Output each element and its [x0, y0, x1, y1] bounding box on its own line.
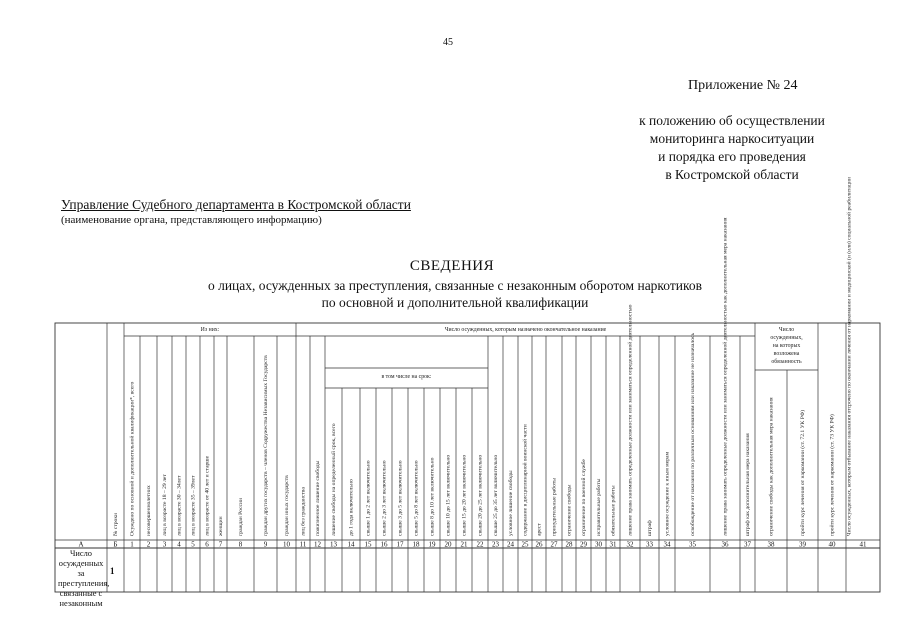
column-header: женщин: [217, 516, 224, 536]
code-cell: 39: [799, 540, 806, 549]
header-obliged-line: осужденных,: [770, 335, 803, 341]
column-header: граждан других государств – членов Содружества Независимых Государств: [262, 355, 269, 536]
column-header: свыше 25 до 35 лет включительно: [492, 454, 499, 536]
column-header: лишение свободы на определенный срок, всего: [330, 423, 337, 536]
column-header: лиц в возрасте 30 – 34лет: [176, 475, 183, 536]
code-cell: 12: [314, 540, 321, 549]
header-of-them: Из них:: [200, 327, 220, 333]
code-cell: 21: [460, 540, 468, 549]
column-header: свыше 20 до 25 лет включительно: [477, 454, 484, 536]
annex-title: Приложение № 24: [688, 78, 798, 93]
column-header: Осуждено по основной и дополнительной квалификации*, всего: [129, 381, 136, 536]
column-header: ограничение свободы как дополнительная мера наказания: [768, 397, 775, 536]
annex-line: к положению об осуществлении: [639, 113, 825, 128]
page-number: 45: [443, 37, 453, 48]
column-header: ограничение по военной службе: [580, 459, 587, 536]
code-cell: 8: [238, 540, 243, 549]
column-header: до 1 года включительно: [348, 479, 355, 536]
column-header: свыше 5 до 8 лет включительно: [413, 460, 420, 536]
code-cell: 41: [859, 540, 867, 549]
code-cell: 22: [476, 540, 484, 549]
report-subtitle-line: по основной и дополнительной квалификации: [321, 295, 589, 310]
code-cell: Б: [113, 540, 118, 549]
column-header: свыше 8 до 10 лет включительно: [429, 457, 436, 536]
code-cell: 27: [550, 540, 558, 549]
code-cell: 26: [535, 540, 543, 549]
column-header: арест: [536, 523, 543, 536]
code-cell: 17: [396, 540, 404, 549]
column-header: свыше 2 до 3 лет включительно: [381, 460, 388, 536]
code-cell: 35: [689, 540, 696, 549]
code-cell: 20: [444, 540, 452, 549]
code-cell: 24: [507, 540, 514, 549]
annex-line: и порядка его проведения: [658, 149, 806, 164]
organization-name: Управление Судебного департамента в Костромской области: [61, 197, 411, 212]
organization-caption: (наименование органа, представляющего информацию): [61, 214, 322, 226]
code-cell: 5: [191, 540, 195, 549]
code-cell: 25: [521, 540, 529, 549]
report-title: СВЕДЕНИЯ: [409, 258, 495, 274]
code-cell: 14: [347, 540, 355, 549]
column-header: лишение права занимать определенные должности или заниматься определенной деятельностью: [627, 304, 634, 536]
column-header: свыше 15 до 20 лет включительно: [461, 454, 468, 536]
code-cell: 23: [492, 540, 499, 549]
row-label: Число осужденных за преступления, связанные с незаконным: [58, 549, 110, 608]
code-cell: 36: [721, 540, 729, 549]
column-header: пожизненное лишение свободы: [314, 460, 321, 536]
code-cell: 32: [626, 540, 634, 549]
code-cell: 6: [205, 540, 209, 549]
code-cell: 16: [380, 540, 388, 549]
column-header: несовершеннолетних: [145, 485, 152, 536]
row-line-number: 1: [110, 566, 115, 576]
column-header: свыше 10 до 15 лет включительно: [445, 454, 452, 536]
annex-line: мониторинга наркоситуации: [649, 131, 815, 146]
column-header: пройти курс лечения от наркомании (ст. 73 УК РФ): [829, 414, 836, 536]
column-header: исправительные работы: [595, 478, 602, 536]
column-header: свыше 1 до 2 лет включительно: [365, 460, 372, 536]
table-frame: [55, 323, 880, 592]
code-cell: 38: [767, 540, 775, 549]
code-cell: 2: [146, 540, 151, 549]
header-obliged-line: на которых: [772, 343, 801, 349]
header-in-term: в том числе на срок:: [381, 374, 432, 380]
code-cell: 13: [330, 540, 337, 549]
code-cell: А: [78, 540, 84, 549]
code-cell: 37: [744, 540, 751, 549]
code-cell: 34: [663, 540, 671, 549]
column-header: освобождение от наказания по различным основаниям или наказание не назначалось: [689, 332, 696, 536]
header-postponed: Число осужденных, которым отбывание наказания отсрочено по окончании лечения от наркомании и медицинской (и (или) социальной реабилитации: [846, 177, 853, 536]
code-cell: 28: [565, 540, 573, 549]
column-header: штраф: [646, 520, 653, 536]
header-obliged-line: Число: [778, 327, 795, 333]
code-cell: 40: [828, 540, 836, 549]
code-cell: 18: [412, 540, 420, 549]
code-cell: 29: [580, 540, 587, 549]
column-header: лиц в возрасте от 40 лет и старше: [204, 455, 211, 536]
code-cell: 10: [283, 540, 290, 549]
column-header: № строки: [112, 512, 119, 536]
header-obliged-line: возложена: [773, 351, 800, 357]
column-header: принудительные работы: [551, 477, 558, 536]
column-header: граждан России: [237, 497, 244, 536]
code-cell: 31: [609, 540, 617, 549]
column-header: граждан иных государств: [283, 475, 290, 536]
code-cell: 1: [130, 540, 134, 549]
column-header: пройти курс лечения от наркомании (ст. 72.1 УК РФ): [799, 410, 806, 536]
report-subtitle-line: о лицах, осужденных за преступления, связанные с незаконным оборотом наркотиков: [207, 278, 703, 293]
code-cell: 9: [263, 540, 268, 549]
column-header: условное осуждение к иным мерам: [664, 451, 671, 536]
column-header: лиц в возрасте 35 – 39лет: [190, 475, 197, 536]
code-cell: 3: [162, 540, 167, 549]
annex-line: в Костромской области: [665, 167, 799, 182]
code-cell: 30: [595, 540, 602, 549]
header-sentenced: Число осужденных, которым назначено окончательное наказание: [444, 327, 607, 333]
code-cell: 7: [218, 540, 223, 549]
column-header: ограничение свободы: [566, 484, 573, 536]
code-cell: 4: [177, 540, 181, 549]
header-obliged-line: обязанность: [771, 359, 802, 365]
code-cell: 19: [428, 540, 436, 549]
column-header: штраф как дополнительная мера наказания: [744, 433, 751, 536]
column-header: свыше 3 до 5 лет включительно: [397, 460, 404, 536]
column-header: лишение права занимать определенные должности или заниматься определенной деятельностью как дополнительная мера наказания: [722, 217, 729, 536]
column-header: условное лишение свободы: [507, 470, 514, 536]
column-header: лиц без гражданства: [300, 487, 307, 536]
column-header: лиц в возрасте 18 – 29 лет: [161, 474, 168, 536]
code-cell: 15: [364, 540, 372, 549]
column-header: обязательные работы: [610, 485, 617, 536]
code-cell: 11: [299, 540, 307, 549]
column-header: содержание в дисциплинарной воинской части: [522, 424, 529, 536]
code-cell: 33: [646, 540, 653, 549]
